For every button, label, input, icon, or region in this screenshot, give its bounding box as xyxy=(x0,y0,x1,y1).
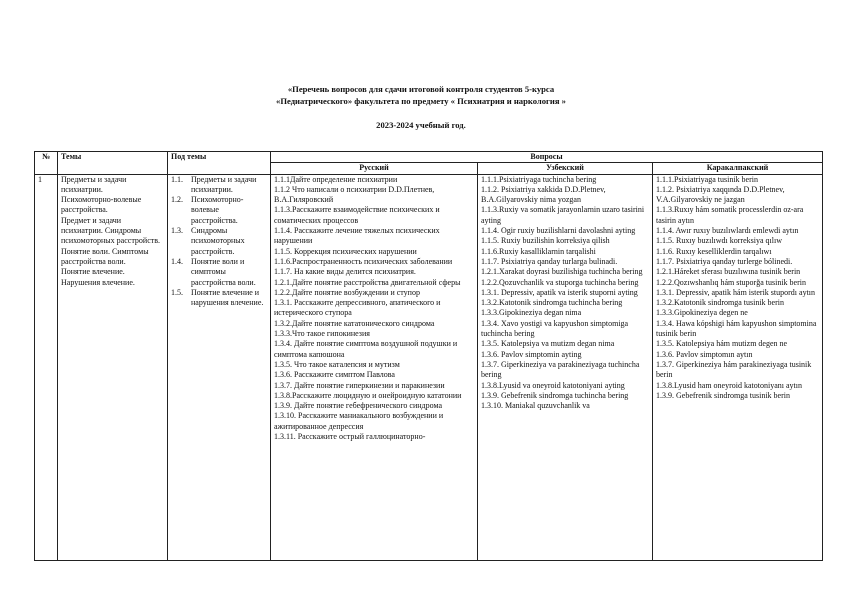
question-item: 1.3.8.Lyusid ham oneyroid katotoniyanı aytın xyxy=(656,380,802,390)
list-item xyxy=(171,288,267,309)
question-item: 1.1.1.Psixiatriyaga tuchincha bering xyxy=(481,174,597,184)
question-item: 1.1.7. На какие виды делится психиатрия. xyxy=(274,267,416,277)
question-item: 1.1.1Дайте определение психиатрии xyxy=(274,174,398,184)
subtheme-text: Синдромы психомоторных расстройств. xyxy=(191,226,245,256)
question-item: 1.3.10. Maniakal quzuvchanlik va xyxy=(481,401,590,411)
question-item: 1.3.2.Katotonik sindromga tusinik berin xyxy=(656,298,784,308)
question-item: 1.3.4. Дайте понятие симптома воздушной подушки и симптома капюшона xyxy=(274,339,458,359)
subtheme-text: Психомоторно-волевые расстройства. xyxy=(191,195,244,225)
question-item: 1.1.2. Psixiatriya xaqqında D.D.Pletnev, V.A.Gilyarovskiy ne jazgan xyxy=(656,184,785,205)
question-item: 1.2.1.Xarakat doyrasi buzilishiga tuchincha bering xyxy=(481,267,643,277)
subtheme-number: 1.4. xyxy=(171,256,183,266)
table-header-row xyxy=(35,152,823,163)
academic-year: 2023-2024 учебный год. xyxy=(376,120,466,130)
document-title-line-2: «Педиатрического» факультета по предмету « Психиатрия и наркология » xyxy=(276,96,566,106)
question-item: 1.3.5. Что такое каталепсия и мутизм xyxy=(274,359,400,369)
subtheme-text: Предметы и задачи психиатрии. xyxy=(191,174,257,194)
question-item: 1.1.6.Распространенность психических заболевании xyxy=(274,256,453,266)
question-item: 1.1.5. Коррекция психических нарушении xyxy=(274,246,417,256)
document-title-line-1: «Перечень вопросов для сдачи итоговой контроля студентов 5-курса xyxy=(287,84,555,94)
list-item xyxy=(171,257,267,288)
list-item xyxy=(171,175,267,196)
question-item: 1.1.4. Ogir ruxiy buzilishlarni davolashni ayting xyxy=(481,226,636,236)
question-item: 1.3.3.Gipokineziya degen ne xyxy=(656,308,748,318)
question-item: 1.1.3.Расскажите взаимодействие психических и соматических процессов xyxy=(274,205,440,225)
theme-line: Психомоторно-волевые расстройства. xyxy=(61,195,142,215)
subtheme-number: 1.1. xyxy=(171,174,183,184)
theme-line: Предмет и задачи психиатрии. Синдромы психомоторных расстройств. Понятие воли. Симптомы расстройства воли. xyxy=(61,215,161,266)
question-item: 1.3.8.Расскажите люцидную и онейроидную кататонии xyxy=(274,390,462,400)
question-item: 1.1.5. Ruxiy buzilishin korreksiya qilish xyxy=(481,236,610,246)
russian-questions-cell xyxy=(271,174,478,560)
question-item: 1.1.3.Ruxiy va somatik jarayonlarnin uzaro tasirini ayting xyxy=(481,205,645,225)
question-item: 1.1.1.Psixiatriyaga tusinik berin xyxy=(656,174,758,184)
list-item xyxy=(171,195,267,226)
question-item: 1.3.3.Что такое гипокинезия xyxy=(274,329,370,339)
question-item: 1.2.2.Qozuvchanlik va stuporga tuchincha bering xyxy=(481,277,639,287)
theme-line: Предметы и задачи психиатрии. xyxy=(61,174,127,194)
question-item: 1.1.3.Ruxıy hám somatik processlerdin oz-ara tasirin aytın xyxy=(656,205,804,225)
column-header-questions: Вопросы xyxy=(271,152,823,163)
question-item: 1.3.4. Hawa kópshigi hám kapyushon simptomina tusinik berin xyxy=(656,318,817,339)
question-item: 1.3.7. Giperkineziya va parakineziyaga tuchincha bering xyxy=(481,359,640,380)
subtheme-number: 1.2. xyxy=(171,195,183,205)
question-item: 1.3.1. Depressiv, apatik va isterik stuporni ayting xyxy=(481,287,638,297)
list-item xyxy=(171,226,267,257)
question-item: 1.1.2. Psixiatriya xakkida D.D.Pletnev, B.A.Gilyarovskiy nima yozgan xyxy=(481,184,606,205)
question-item: 1.3.6. Pavlov simptomin ayting xyxy=(481,349,582,359)
uzbek-questions-cell xyxy=(478,174,653,560)
question-item: 1.1.2 Что написали о психиатрии D.D.Плетнев, B.A.Гиляровский xyxy=(274,184,435,205)
question-item: 1.3.4. Xavo yostigi va kapyushon simptomiga tuchincha bering xyxy=(481,318,629,339)
question-item: 1.3.1. Расскажите депрессивного, апатического и истерического ступора xyxy=(274,298,441,318)
question-item: 1.1.5. Ruxıy buzılıwdı korreksiya qılıw xyxy=(656,236,782,246)
table-row xyxy=(35,174,823,560)
question-item: 1.1.7. Psixiatriya qanday turlarga bulinadi. xyxy=(481,256,618,266)
themes-cell xyxy=(58,174,168,560)
question-item: 1.3.2.Katotonik sindromga tuchincha bering xyxy=(481,298,623,308)
column-header-themes: Темы xyxy=(58,152,168,175)
question-item: 1.2.1.Дайте понятие расстройства двигательной сферы xyxy=(274,277,461,287)
question-item: 1.3.11. Расскажите острый галлюцинаторно- xyxy=(274,432,426,442)
subtheme-number: 1.5. xyxy=(171,287,183,297)
question-item: 1.3.2.Дайте понятие кататонического синдрома xyxy=(274,318,435,328)
karakalpak-questions-cell xyxy=(653,174,823,560)
question-item: 1.3.9. Gebefrenik sindromga tusinik berin xyxy=(656,390,790,400)
question-item: 1.3.8.Lyusid va oneyroid katotoniyani ayting xyxy=(481,380,625,390)
question-item: 1.1.7. Psixiatriya qanday turlerge bólinedi. xyxy=(656,256,793,266)
column-header-russian: Русский xyxy=(271,163,478,174)
question-item: 1.2.1.Háreket sferası buzılıwına tusinik berin xyxy=(656,267,801,277)
question-item: 1.1.4. Awır ruxıy buzılıwlardı emlewdi aytın xyxy=(656,226,799,236)
theme-line: Понятие влечение. xyxy=(61,267,125,277)
questions-table xyxy=(34,151,823,561)
subtheme-text: Понятие воли и симптомы расстройства воли. xyxy=(191,256,256,287)
question-item: 1.3.6. Pavlov simptomın aytın xyxy=(656,349,753,359)
subthemes-cell xyxy=(168,174,271,560)
question-item: 1.3.3.Gipokineziya degan nima xyxy=(481,308,582,318)
row-number: 1 xyxy=(35,174,58,560)
question-item: 1.2.2.Qozıwshanlıq hám stuporğa tusinik berin xyxy=(656,277,806,287)
question-item: 1.1.6. Ruxıy keselliklerdin tarqalıwı xyxy=(656,246,772,256)
question-item: 1.3.9. Gebefrenik sindromga tuchincha bering xyxy=(481,390,629,400)
question-item: 1.3.10. Расскажите маниакального возбуждении и ажитированное депрессия xyxy=(274,411,444,431)
subtheme-number: 1.3. xyxy=(171,226,183,236)
question-item: 1.3.7. Giperkineziya hám parakineziyaga tusinik berin xyxy=(656,359,812,380)
question-item: 1.3.1. Depressiv, apatik hám isterik stupordı aytın xyxy=(656,287,816,297)
column-header-subthemes: Под темы xyxy=(168,152,271,175)
question-item: 1.1.4. Расскажите лечение тяжелых психических нарушении xyxy=(274,226,440,246)
question-item: 1.3.5. Katolepsiya va mutizm degan nima xyxy=(481,339,615,349)
column-header-karakalpak: Каракалпакский xyxy=(653,163,823,174)
column-header-number: № xyxy=(35,152,58,175)
theme-line: Нарушения влечение. xyxy=(61,277,135,287)
question-item: 1.3.9. Дайте понятие гебефренического синдрома xyxy=(274,401,443,411)
question-item: 1.3.5. Katolepsiya hám mutizm degen ne xyxy=(656,339,788,349)
question-item: 1.3.7. Дайте понятие гиперкинезии и паракинезии xyxy=(274,380,445,390)
column-header-uzbek: Узбекский xyxy=(478,163,653,174)
question-item: 1.1.6.Ruxiy kasalliklarnin tarqalishi xyxy=(481,246,596,256)
question-item: 1.2.2.Дайте понятие возбуждении и ступор xyxy=(274,287,420,297)
subtheme-text: Понятие влечение и нарушения влечение. xyxy=(191,287,264,308)
question-item: 1.3.6. Расскажите симптом Павлова xyxy=(274,370,395,380)
